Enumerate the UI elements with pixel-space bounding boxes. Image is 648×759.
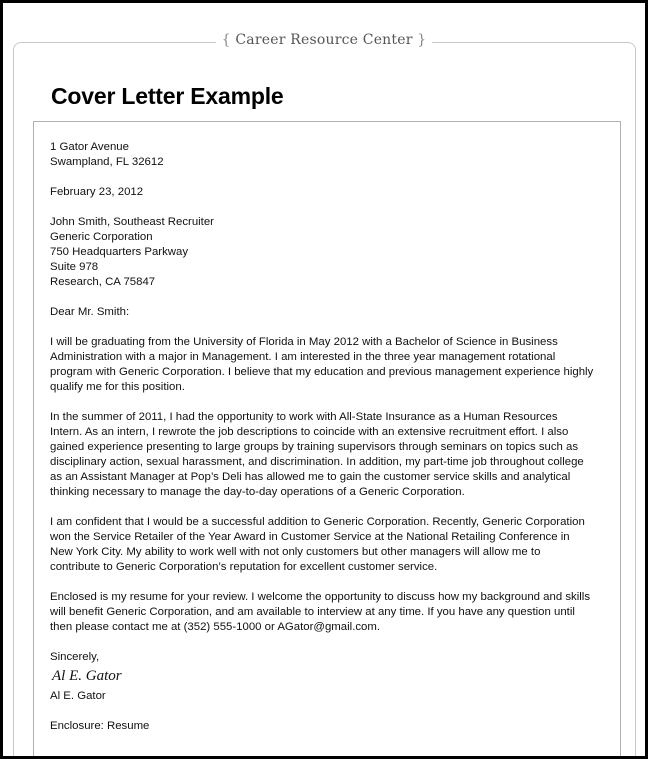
- salutation: [50, 305, 595, 320]
- salutation-text: Dear Mr. Smith:: [50, 306, 130, 318]
- paragraph-line: contribute to Generic Corporation’s reputation for excellent customer service.: [50, 561, 438, 573]
- paragraph-line: disciplinary action, sexual harassment, and discrimination. In addition, my part-time job throughout college: [50, 456, 584, 468]
- paragraph-line: qualify me for this position.: [50, 381, 185, 393]
- paragraph-line: won the Service Retailer of the Year Award in Customer Service at the National Retailing Conference in: [50, 531, 570, 543]
- header-title: Career Resource Center: [235, 32, 413, 48]
- handwritten-signature: Al E. Gator: [52, 668, 122, 684]
- letter-date: [50, 185, 595, 200]
- recipient-line: Research, CA 75847: [50, 276, 156, 288]
- paragraph-line: I will be graduating from the University of Florida in May 2012 with a Bachelor of Science in Business: [50, 336, 558, 348]
- enclosure-note: [50, 719, 595, 734]
- paragraph-line: then please contact me at (352) 555-1000 or AGator@gmail.com.: [50, 621, 381, 633]
- body-paragraph-4: [50, 590, 595, 635]
- address-line: Swampland, FL 32612: [50, 156, 164, 168]
- paragraph-line: will benefit Generic Corporation, and am available to interview at any time. If you have any question until: [50, 606, 575, 618]
- paragraph-line: I am confident that I would be a successful addition to Generic Corporation. Recently, Generic Corporation: [50, 516, 585, 528]
- paragraph-line: as an Assistant Manager at Pop’s Deli has allowed me to gain the customer service skills and analytical: [50, 471, 571, 483]
- date-text: February 23, 2012: [50, 186, 144, 198]
- document-page: [3, 3, 645, 756]
- right-brace: }: [417, 32, 427, 48]
- paragraph-line: Administration with a major in Management. I am interested in the three year management rotational: [50, 351, 556, 363]
- paragraph-line: In the summer of 2011, I had the opportunity to work with All-State Insurance as a Human Resources: [50, 411, 558, 423]
- recipient-line: John Smith, Southeast Recruiter: [50, 216, 214, 228]
- address-line: 1 Gator Avenue: [50, 141, 129, 153]
- letter-body: [50, 140, 595, 749]
- paragraph-line: New York City. My ability to work well with not only customers but other managers will allow me to: [50, 546, 541, 558]
- recipient-address: [50, 215, 595, 290]
- left-brace: {: [221, 32, 231, 48]
- body-paragraph-2: [50, 410, 595, 500]
- paragraph-line: Enclosed is my resume for your review. I welcome the opportunity to discuss how my background and skills: [50, 591, 591, 603]
- recipient-line: Suite 978: [50, 261, 99, 273]
- closing-block: [50, 650, 595, 704]
- recipient-line: Generic Corporation: [50, 231, 153, 243]
- printed-name: Al E. Gator: [50, 690, 106, 702]
- page-title: Cover Letter Example: [51, 83, 284, 109]
- paragraph-line: gained experience presenting to large groups by training supervisors through seminars on topics such as: [50, 441, 579, 453]
- body-paragraph-1: [50, 335, 595, 395]
- paragraph-line: program with Generic Corporation. I believe that my education and previous management experience highly: [50, 366, 594, 378]
- paragraph-line: thinking necessary to manage the day-to-day operations of a Generic Corporation.: [50, 486, 465, 498]
- enclosure-text: Enclosure: Resume: [50, 720, 150, 732]
- closing-text: Sincerely,: [50, 651, 100, 663]
- paragraph-line: Intern. As an intern, I rewrote the job descriptions to coincide with an extensive recruitment effort. I also: [50, 426, 569, 438]
- body-paragraph-3: [50, 515, 595, 575]
- sender-address: [50, 140, 595, 170]
- recipient-line: 750 Headquarters Parkway: [50, 246, 189, 258]
